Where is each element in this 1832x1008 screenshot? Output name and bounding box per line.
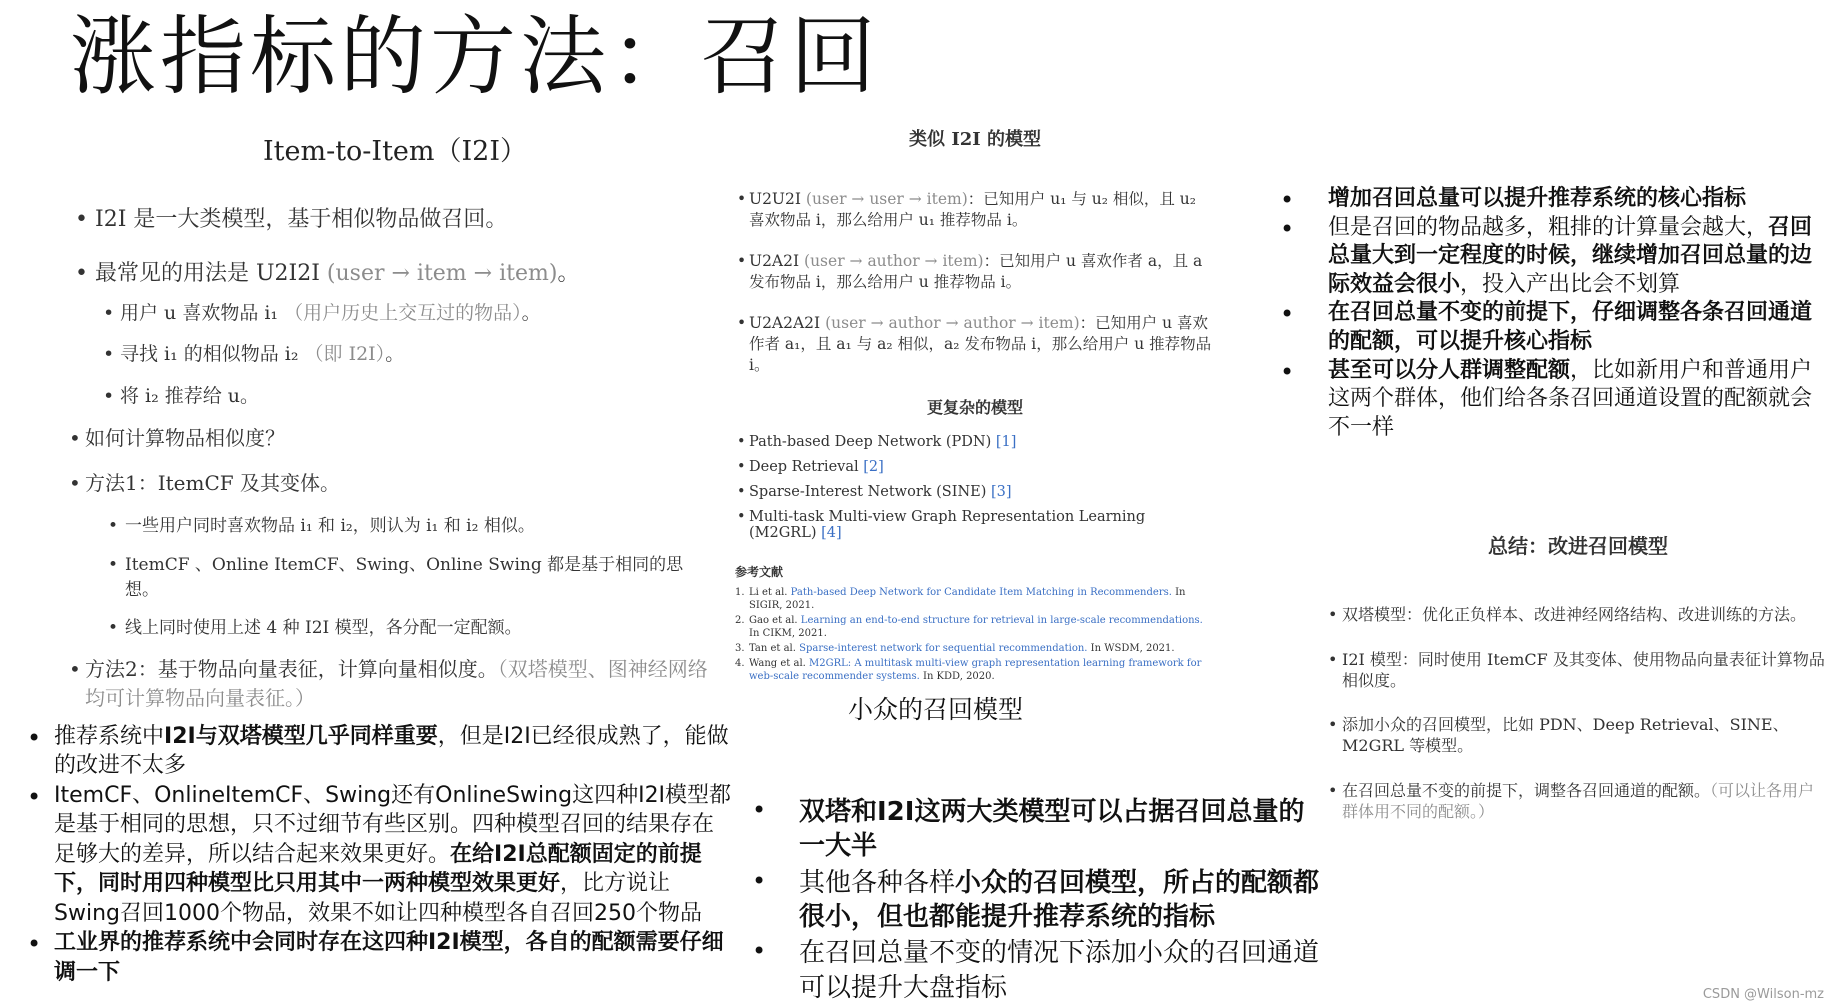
niche-models-caption: 小众的召回模型 [848, 695, 1024, 724]
reference-2-link[interactable]: Learning an end-to-end structure for retrieval in large-scale recommendations. [800, 615, 1203, 627]
left-note-1-c: ，但是I2I已经很成熟了，能做的改进不太多 [54, 724, 729, 779]
reference-4 [735, 657, 1215, 683]
i2i-bullet-5 [75, 655, 715, 713]
summary-heading: 总结：改进召回模型 [1488, 534, 1668, 558]
left-note-1-a: 推荐系统中 [54, 724, 165, 749]
summary-panel [1328, 530, 1828, 847]
reference-1 [735, 586, 1215, 612]
right-note-3-text: 在召回总量不变的前提下，仔细调整各条召回通道的配额，可以提升核心指标 [1328, 300, 1813, 354]
model-u2a2i-path: (user → author → item) [804, 251, 984, 270]
i2i-sub-2-grey: （即 I2I） [304, 343, 386, 366]
right-note-2-a: 但是召回的物品越多，粗排的计算量会越大， [1328, 214, 1769, 240]
i2i-bullet-3-text: 如何计算物品相似度？ [85, 426, 285, 451]
i2i-sub-3-text: 将 i₂ 推荐给 u。 [120, 384, 260, 407]
left-note-1 [27, 722, 732, 781]
pdn-label: Path-based Deep Network (PDN) [749, 434, 996, 451]
i2i-bullet-5-text: 方法2：基于物品向量表征，计算向量相似度。 [85, 656, 498, 681]
i2i-sub-2-text: 寻找 i₁ 的相似物品 i₂ [120, 343, 305, 366]
right-note-4 [1280, 357, 1825, 443]
complex-model-deep-retrieval [735, 459, 1215, 475]
right-note-2 [1280, 214, 1825, 300]
complex-model-sine [735, 484, 1215, 500]
reference-1-number: 1. [735, 587, 745, 599]
middle-note-2-a: 其他各种各样 [799, 867, 956, 898]
summary-item-2-text: I2I 模型：同时使用 ItemCF 及其变体、使用物品向量表征计算物品相似度。 [1342, 649, 1825, 690]
model-u2a2a2i-name: U2A2A2I [749, 313, 826, 332]
similar-models-panel [735, 125, 1215, 685]
complex-model-m2grl [735, 509, 1215, 541]
reference-3 [735, 642, 1215, 655]
i2i-sub-1-end: 。 [521, 301, 541, 324]
reference-4-authors: Wang et al. [749, 658, 810, 670]
right-note-2-c: ，投入产出比会不划算 [1460, 271, 1681, 297]
i2i-sub-5-text: ItemCF 、Online ItemCF、Swing、Online Swing 都是基于相同的思想。 [125, 555, 684, 600]
i2i-sub-3 [75, 383, 715, 411]
right-note-1-text: 增加召回总量可以提升推荐系统的核心指标 [1328, 186, 1747, 211]
summary-item-4 [1328, 781, 1828, 823]
model-u2a2i-text: ：已知用户 u 喜欢作者 a，且 a 发布物品 i，那么给用户 u 推荐物品 i。 [749, 251, 1203, 291]
i2i-panel [75, 125, 715, 729]
reference-4-number: 4. [735, 658, 745, 670]
complex-model-pdn [735, 434, 1215, 450]
i2i-sub-1-grey: （用户历史上交互过的物品） [284, 301, 522, 324]
reference-3-venue: In WSDM, 2021. [1087, 643, 1175, 655]
reference-2-venue: In CIKM, 2021. [749, 628, 827, 640]
i2i-bullet-2 [75, 258, 715, 290]
middle-note-3-text: 在召回总量不变的情况下添加小众的召回通道可以提升大盘指标 [799, 938, 1320, 1003]
i2i-sub-4-text: 一些用户同时喜欢物品 i₁ 和 i₂，则认为 i₁ 和 i₂ 相似。 [125, 516, 535, 537]
deep-retrieval-ref-link[interactable]: [2] [863, 459, 884, 476]
sine-label: Sparse-Interest Network (SINE) [749, 484, 991, 501]
middle-note-1-text: 双塔和I2I这两大类模型可以占据召回总量的一大半 [799, 797, 1305, 862]
watermark: CSDN @Wilson-mz [1702, 987, 1824, 1002]
model-u2a2a2i-text: ：已知用户 u 喜欢作者 a₁，且 a₁ 与 a₂ 相似，a₂ 发布物品 i，那么给用户 u 推荐物品 i。 [749, 313, 1212, 374]
i2i-bullet-2-end: 。 [557, 260, 580, 286]
reference-3-authors: Tan et al. [749, 643, 800, 655]
reference-4-link[interactable]: M2GRL: A multitask multi-view graph representation learning framework for web-scale recommender systems. [749, 658, 1202, 683]
i2i-sub-1 [75, 300, 715, 328]
m2grl-label: Multi-task Multi-view Graph Representation Learning (M2GRL) [749, 509, 1146, 542]
right-note-3 [1280, 299, 1825, 356]
reference-4-venue: In KDD, 2020. [919, 671, 995, 683]
deep-retrieval-label: Deep Retrieval [749, 459, 864, 476]
i2i-sub-2-end: 。 [385, 343, 405, 366]
model-u2a2i-name: U2A2I [749, 251, 805, 270]
i2i-sub-6-text: 线上同时使用上述 4 种 I2I 模型，各分配一定配额。 [125, 618, 522, 639]
middle-note-1 [752, 795, 1327, 864]
summary-item-3 [1328, 715, 1828, 757]
references-heading: 参考文献 [735, 565, 784, 580]
left-note-2-c: ，比方说让Swing召回1000个物品，效果不如让四种模型各自召回250个物品 [54, 871, 702, 926]
reference-3-link[interactable]: Sparse-interest network for sequential recommendation. [799, 643, 1088, 655]
reference-2-authors: Gao et al. [749, 615, 801, 627]
slide-title: 涨指标的方法：召回 [70, 7, 880, 107]
complex-heading: 更复杂的模型 [926, 398, 1023, 418]
summary-item-1 [1328, 605, 1828, 626]
right-note-1 [1280, 185, 1825, 214]
right-notes [1280, 185, 1825, 442]
summary-item-4-grey: （可以让各用户群体用不同的配额。） [1342, 780, 1815, 821]
reference-1-link[interactable]: Path-based Deep Network for Candidate Item Matching in Recommenders. [790, 587, 1172, 599]
right-note-2-b: 召回总量大到一定程度的时候，继续增加召回总量的边际效益会很小 [1328, 214, 1813, 297]
left-note-2-b: 在给I2I总配额固定的前提下，同时用四种模型比只用其中一两种模型效果更好 [54, 841, 702, 897]
model-u2u2i-path: (user → user → item) [805, 190, 968, 208]
right-note-4-a: 甚至可以分人群调整配额 [1328, 357, 1571, 383]
i2i-sub-1-text: 用户 u 喜欢物品 i₁ [120, 301, 285, 324]
i2i-sub-4 [75, 514, 715, 539]
middle-notes [752, 795, 1327, 1007]
pdn-ref-link[interactable]: [1] [995, 434, 1017, 451]
reference-2-number: 2. [735, 615, 745, 627]
model-u2a2i [735, 251, 1215, 293]
i2i-bullet-4-text: 方法1：ItemCF 及其变体。 [85, 471, 340, 496]
left-note-3 [27, 928, 732, 987]
i2i-sub-5 [75, 553, 715, 602]
i2i-bullet-2-text: 最常见的用法是 U2I2I [95, 260, 327, 286]
sine-ref-link[interactable]: [3] [991, 484, 1012, 501]
summary-item-3-text: 添加小众的召回模型，比如 PDN、Deep Retrieval、SINE、M2GRL 等模型。 [1342, 715, 1789, 756]
model-u2u2i-text: ：已知用户 u₁ 与 u₂ 相似，且 u₂ 喜欢物品 i，那么给用户 u₁ 推荐物品 i。 [749, 190, 1197, 229]
model-u2u2i-name: U2U2I [749, 190, 806, 208]
reference-1-authors: Li et al. [749, 587, 791, 599]
middle-note-3 [752, 936, 1327, 1005]
i2i-bullet-4 [75, 469, 715, 498]
left-notes [27, 722, 732, 987]
model-u2a2a2i [735, 313, 1215, 376]
summary-item-4-text: 在召回总量不变的前提下，调整各召回通道的配额。 [1342, 780, 1711, 800]
similar-heading: 类似 I2I 的模型 [909, 129, 1041, 150]
right-note-4-b: ，比如新用户和普通用户这两个群体，他们给各条召回通道设置的配额就会不一样 [1328, 357, 1813, 440]
left-note-2-a: ItemCF、OnlineItemCF、Swing还有OnlineSwing这四种I2I模型都是基于相同的思想，只不过细节有些区别。四种模型召回的结果存在足够大的差异，所以结合起来效果更好。 [54, 782, 732, 867]
i2i-bullet-3 [75, 424, 715, 453]
reference-2 [735, 614, 1215, 640]
i2i-bullet-5-grey: （双塔模型、图神经网络均可计算物品向量表征。） [85, 656, 708, 710]
model-u2u2i [735, 189, 1215, 231]
summary-item-2 [1328, 650, 1828, 692]
left-note-2 [27, 781, 732, 928]
left-note-1-b: I2I与双塔模型几乎同样重要 [164, 724, 438, 749]
summary-item-1-text: 双塔模型：优化正负样本、改进神经网络结构、改进训练的方法。 [1342, 605, 1807, 624]
reference-1-venue: In SIGIR, 2021. [749, 587, 1186, 612]
i2i-sub-6 [75, 616, 715, 641]
i2i-bullet-1 [75, 204, 715, 236]
m2grl-ref-link[interactable]: [4] [821, 525, 842, 542]
middle-note-2-b: 小众的召回模型，所占的配额都很小，但也都能提升推荐系统的指标 [799, 867, 1320, 932]
reference-3-number: 3. [735, 643, 745, 655]
left-note-3-text: 工业界的推荐系统中会同时存在这四种I2I模型，各自的配额需要仔细调一下 [54, 930, 724, 985]
i2i-bullet-2-grey: (user → item → item) [326, 260, 558, 286]
i2i-sub-2 [75, 341, 715, 369]
i2i-heading: Item-to-Item（I2I） [262, 136, 528, 167]
model-u2a2a2i-path: (user → author → author → item) [825, 313, 1080, 332]
i2i-bullet-1-text: I2I 是一大类模型，基于相似物品做召回。 [95, 207, 508, 232]
middle-note-2 [752, 866, 1327, 935]
